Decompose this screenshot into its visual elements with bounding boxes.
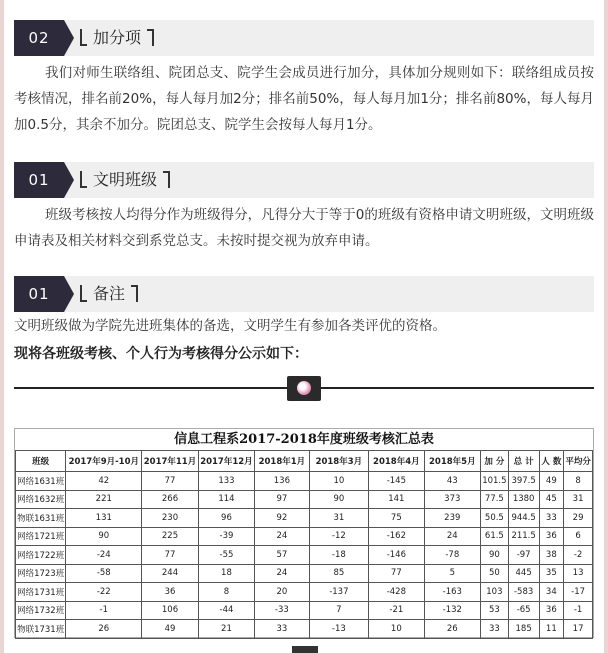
header-cell: 2017年11月: [142, 451, 198, 472]
score-cell: 26: [66, 620, 142, 639]
header-cell: 平均分: [564, 451, 593, 472]
score-cell: 10: [309, 472, 369, 491]
section-header-civil-class: [14, 162, 594, 198]
score-cell: 77: [142, 546, 198, 565]
score-cell: 136: [255, 472, 309, 491]
score-cell: -137: [309, 583, 369, 602]
score-table: [15, 450, 593, 639]
score-cell: -1: [564, 601, 593, 620]
score-cell: 31: [564, 490, 593, 509]
header-cell: 2018年5月: [424, 451, 480, 472]
score-cell: 239: [424, 509, 480, 528]
section-title: [80, 276, 138, 312]
section-title: [80, 20, 154, 56]
table-row: [16, 583, 593, 602]
score-cell: 36: [142, 583, 198, 602]
class-name-cell: 物联1631班: [16, 509, 66, 528]
score-cell: 106: [142, 601, 198, 620]
score-cell: 10: [369, 620, 424, 639]
score-cell: 266: [142, 490, 198, 509]
class-name-cell: 物联1731班: [16, 620, 66, 639]
section-title-text: 文明班级: [93, 170, 158, 189]
score-cell: 21: [198, 620, 254, 639]
class-name-cell: 网络1732班: [16, 601, 66, 620]
section-title-text: 备注: [93, 284, 126, 303]
score-cell: -55: [198, 546, 254, 565]
score-cell: 61.5: [481, 527, 509, 546]
header-cell: 2017年9月-10月: [66, 451, 142, 472]
section-header-note: [14, 276, 594, 312]
bracket-left-icon: [80, 171, 87, 188]
section-number-badge: 02: [14, 20, 64, 56]
score-cell: -12: [309, 527, 369, 546]
score-cell: -97: [508, 546, 539, 565]
header-cell: 2017年12月: [198, 451, 254, 472]
score-cell: 24: [255, 564, 309, 583]
score-cell: -146: [369, 546, 424, 565]
score-cell: -428: [369, 583, 424, 602]
bottom-bar-mark: [292, 646, 318, 653]
section-header-bonus: [14, 20, 594, 56]
score-cell: 50.5: [481, 509, 509, 528]
left-edge-decoration: [0, 0, 4, 653]
score-cell: 225: [142, 527, 198, 546]
score-cell: 17: [564, 620, 593, 639]
class-name-cell: 网络1722班: [16, 546, 66, 565]
score-cell: 24: [424, 527, 480, 546]
score-cell: 90: [66, 527, 142, 546]
header-cell: 2018年3月: [309, 451, 369, 472]
score-cell: 244: [142, 564, 198, 583]
score-cell: 221: [66, 490, 142, 509]
score-cell: 36: [539, 527, 564, 546]
header-cell: 2018年1月: [255, 451, 309, 472]
score-cell: 75: [369, 509, 424, 528]
section-title: [80, 162, 170, 198]
score-cell: 77: [142, 472, 198, 491]
score-cell: 7: [309, 601, 369, 620]
score-cell: 97: [255, 490, 309, 509]
score-cell: 29: [564, 509, 593, 528]
score-cell: 6: [564, 527, 593, 546]
score-cell: 96: [198, 509, 254, 528]
class-name-cell: 网络1723班: [16, 564, 66, 583]
score-cell: 944.5: [508, 509, 539, 528]
score-cell: 211.5: [508, 527, 539, 546]
score-cell: -145: [369, 472, 424, 491]
class-name-cell: 网络1721班: [16, 527, 66, 546]
score-cell: 36: [539, 601, 564, 620]
score-cell: 1380: [508, 490, 539, 509]
table-row: [16, 546, 593, 565]
score-cell: 49: [539, 472, 564, 491]
score-cell: 24: [255, 527, 309, 546]
score-cell: -22: [66, 583, 142, 602]
score-cell: -163: [424, 583, 480, 602]
table-row: [16, 509, 593, 528]
civil-class-paragraph: 班级考核按人均得分作为班级得分，凡得分大于等于0的班级有资格申请文明班级，文明班级申请表及相关材料交到系党总支。未按时提交视为放弃申请。: [14, 207, 594, 249]
score-cell: -21: [369, 601, 424, 620]
score-cell: 8: [198, 583, 254, 602]
score-cell: 13: [564, 564, 593, 583]
score-cell: 42: [66, 472, 142, 491]
table-row: [16, 564, 593, 583]
score-cell: -132: [424, 601, 480, 620]
score-cell: 8: [564, 472, 593, 491]
class-name-cell: 网络1631班: [16, 472, 66, 491]
class-name-cell: 网络1632班: [16, 490, 66, 509]
score-cell: -1: [66, 601, 142, 620]
score-cell: 373: [424, 490, 480, 509]
bonus-paragraph: 我们对师生联络组、院团总支、院学生会成员进行加分，具体加分规则如下：联络组成员按考核情况，排名前20%，每人每月加2分；排名前50%，每人每月加1分；排名前80%，每人每月加0.5分，其余不加分。院团总支、院学生会按每人每月1分。: [14, 65, 594, 133]
announce-line: 现将各班级考核、个人行为考核得分公示如下：: [14, 346, 308, 362]
score-cell: -18: [309, 546, 369, 565]
score-cell: 35: [539, 564, 564, 583]
score-cell: 114: [198, 490, 254, 509]
score-cell: -65: [508, 601, 539, 620]
section-title-text: 加分项: [93, 28, 142, 47]
bracket-right-icon: [131, 285, 138, 302]
table-row: [16, 472, 593, 491]
score-cell: -162: [369, 527, 424, 546]
class-name-cell: 网络1731班: [16, 583, 66, 602]
score-cell: 230: [142, 509, 198, 528]
score-cell: -17: [564, 583, 593, 602]
score-cell: 11: [539, 620, 564, 639]
score-cell: 18: [198, 564, 254, 583]
table-title: 信息工程系2017-2018年度班级考核汇总表: [174, 432, 434, 447]
table-row: [16, 601, 593, 620]
score-cell: -24: [66, 546, 142, 565]
bracket-right-icon: [163, 171, 170, 188]
score-cell: -583: [508, 583, 539, 602]
score-cell: -58: [66, 564, 142, 583]
score-cell: 49: [142, 620, 198, 639]
score-cell: 38: [539, 546, 564, 565]
score-cell: 85: [309, 564, 369, 583]
bracket-right-icon: [147, 29, 154, 46]
table-row: [16, 490, 593, 509]
note-paragraph: 文明班级做为学院先进班集体的备选，文明学生有参加各类评优的资格。: [14, 318, 446, 334]
score-cell: 57: [255, 546, 309, 565]
score-cell: 77: [369, 564, 424, 583]
score-cell: 31: [309, 509, 369, 528]
right-edge-decoration: [604, 0, 608, 653]
score-cell: 397.5: [508, 472, 539, 491]
score-cell: 133: [198, 472, 254, 491]
header-cell: 总 计: [508, 451, 539, 472]
bracket-left-icon: [80, 29, 87, 46]
score-cell: 185: [508, 620, 539, 639]
score-cell: 45: [539, 490, 564, 509]
score-cell: -13: [309, 620, 369, 639]
divider-badge: [287, 376, 321, 401]
score-cell: 90: [481, 546, 509, 565]
score-cell: 33: [481, 620, 509, 639]
section-number-badge: 01: [14, 276, 64, 312]
score-cell: 20: [255, 583, 309, 602]
score-cell: 33: [539, 509, 564, 528]
score-table-image: [14, 428, 594, 638]
flower-icon: [297, 381, 311, 395]
header-cell: 加 分: [481, 451, 509, 472]
section-number-badge: 01: [14, 162, 64, 198]
score-cell: 77.5: [481, 490, 509, 509]
header-cell: 班级: [16, 451, 66, 472]
header-cell: 2018年4月: [369, 451, 424, 472]
score-cell: 141: [369, 490, 424, 509]
score-cell: 5: [424, 564, 480, 583]
score-cell: -2: [564, 546, 593, 565]
table-header-row: [16, 451, 593, 472]
score-cell: 34: [539, 583, 564, 602]
header-cell: 人 数: [539, 451, 564, 472]
score-cell: 43: [424, 472, 480, 491]
score-cell: 445: [508, 564, 539, 583]
score-cell: 53: [481, 601, 509, 620]
score-cell: 131: [66, 509, 142, 528]
score-cell: 50: [481, 564, 509, 583]
score-cell: 92: [255, 509, 309, 528]
score-cell: 90: [309, 490, 369, 509]
score-cell: -44: [198, 601, 254, 620]
table-row: [16, 620, 593, 639]
score-cell: 101.5: [481, 472, 509, 491]
score-cell: -78: [424, 546, 480, 565]
score-cell: 103: [481, 583, 509, 602]
score-cell: -33: [255, 601, 309, 620]
score-cell: 33: [255, 620, 309, 639]
bracket-left-icon: [80, 285, 87, 302]
table-row: [16, 527, 593, 546]
score-cell: -39: [198, 527, 254, 546]
score-cell: 26: [424, 620, 480, 639]
